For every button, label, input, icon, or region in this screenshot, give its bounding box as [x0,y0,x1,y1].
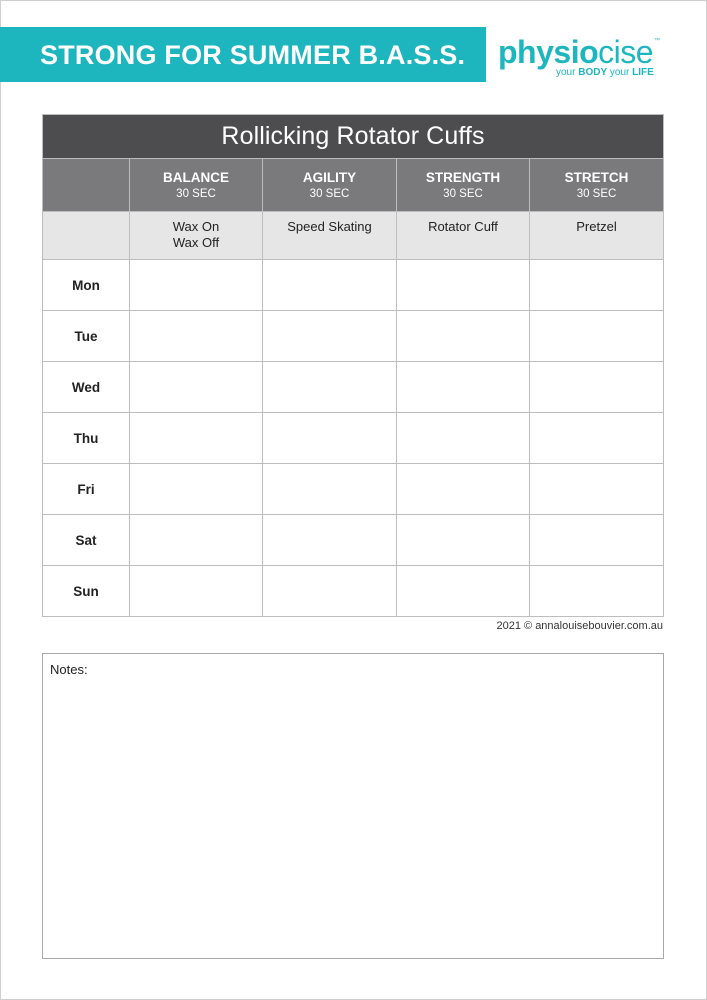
entry-cell[interactable] [130,515,263,566]
day-row-sun [43,566,664,617]
day-label: Thu [43,413,130,464]
tagline-part: LIFE [632,67,654,78]
header-strength [397,159,530,212]
exercise-name: Rotator Cuff [428,219,498,234]
day-row-fri [43,464,664,515]
day-row-wed [43,362,664,413]
table-title-row [43,115,664,159]
header-balance [130,159,263,212]
header-stretch [530,159,664,212]
exercise-blank-cell [43,212,130,260]
day-row-tue [43,311,664,362]
notes-box[interactable] [42,653,664,959]
entry-cell[interactable] [530,515,664,566]
entry-cell[interactable] [263,566,397,617]
exercise-name: Speed Skating [287,219,372,234]
logo-tagline [556,67,654,78]
entry-cell[interactable] [263,464,397,515]
category-name: AGILITY [302,170,357,185]
category-name: BALANCE [163,170,229,185]
entry-cell[interactable] [130,464,263,515]
entry-cell[interactable] [530,311,664,362]
category-duration: 30 SEC [309,188,350,200]
entry-cell[interactable] [530,413,664,464]
notes-label: Notes: [50,662,88,677]
tagline-part: BODY [578,67,608,78]
exercise-stretch [530,212,664,260]
entry-cell[interactable] [397,413,530,464]
day-label: Sun [43,566,130,617]
category-header-row [43,159,664,212]
category-duration: 30 SEC [443,188,483,200]
day-label: Sat [43,515,130,566]
entry-cell[interactable] [130,413,263,464]
exercise-name: Wax Off [172,235,220,250]
entry-cell[interactable] [130,566,263,617]
entry-cell[interactable] [397,464,530,515]
banner-title: STRONG FOR SUMMER B.A.S.S. [40,40,466,70]
logo-trademark: ™ [654,38,660,44]
category-duration: 30 SEC [576,188,617,200]
title-banner [0,27,486,82]
table-title: Rollicking Rotator Cuffs [43,115,664,159]
copyright-text: 2021 © annalouisebouvier.com.au [496,620,663,632]
entry-cell[interactable] [130,362,263,413]
entry-cell[interactable] [263,311,397,362]
entry-cell[interactable] [397,566,530,617]
day-row-thu [43,413,664,464]
exercise-balance [130,212,263,260]
entry-cell[interactable] [397,260,530,311]
logo-wordmark [498,34,653,70]
entry-cell[interactable] [397,515,530,566]
logo-word-light: cise [598,34,654,70]
day-label: Wed [43,362,130,413]
header-blank-cell [43,159,130,212]
category-name: STRETCH [564,170,629,185]
category-duration: 30 SEC [176,188,216,200]
day-row-sat [43,515,664,566]
entry-cell[interactable] [397,362,530,413]
entry-cell[interactable] [530,566,664,617]
entry-cell[interactable] [130,311,263,362]
exercise-strength [397,212,530,260]
logo-word-bold: physio [498,34,599,70]
entry-cell[interactable] [263,515,397,566]
exercise-name: Wax On [172,219,220,234]
entry-cell[interactable] [530,362,664,413]
entry-cell[interactable] [263,362,397,413]
day-label: Tue [43,311,130,362]
exercise-name: Pretzel [576,219,617,234]
entry-cell[interactable] [130,260,263,311]
day-label: Fri [43,464,130,515]
entry-cell[interactable] [263,260,397,311]
day-label: Mon [43,260,130,311]
header-agility [263,159,397,212]
tagline-part: your [607,67,633,78]
entry-cell[interactable] [530,464,664,515]
tagline-part: your [556,67,579,78]
exercise-row [43,212,664,260]
entry-cell[interactable] [263,413,397,464]
exercise-agility [263,212,397,260]
entry-cell[interactable] [397,311,530,362]
entry-cell[interactable] [530,260,664,311]
weekly-schedule-table [42,114,664,617]
physiocise-logo [498,34,668,82]
category-name: STRENGTH [425,170,501,185]
day-row-mon [43,260,664,311]
